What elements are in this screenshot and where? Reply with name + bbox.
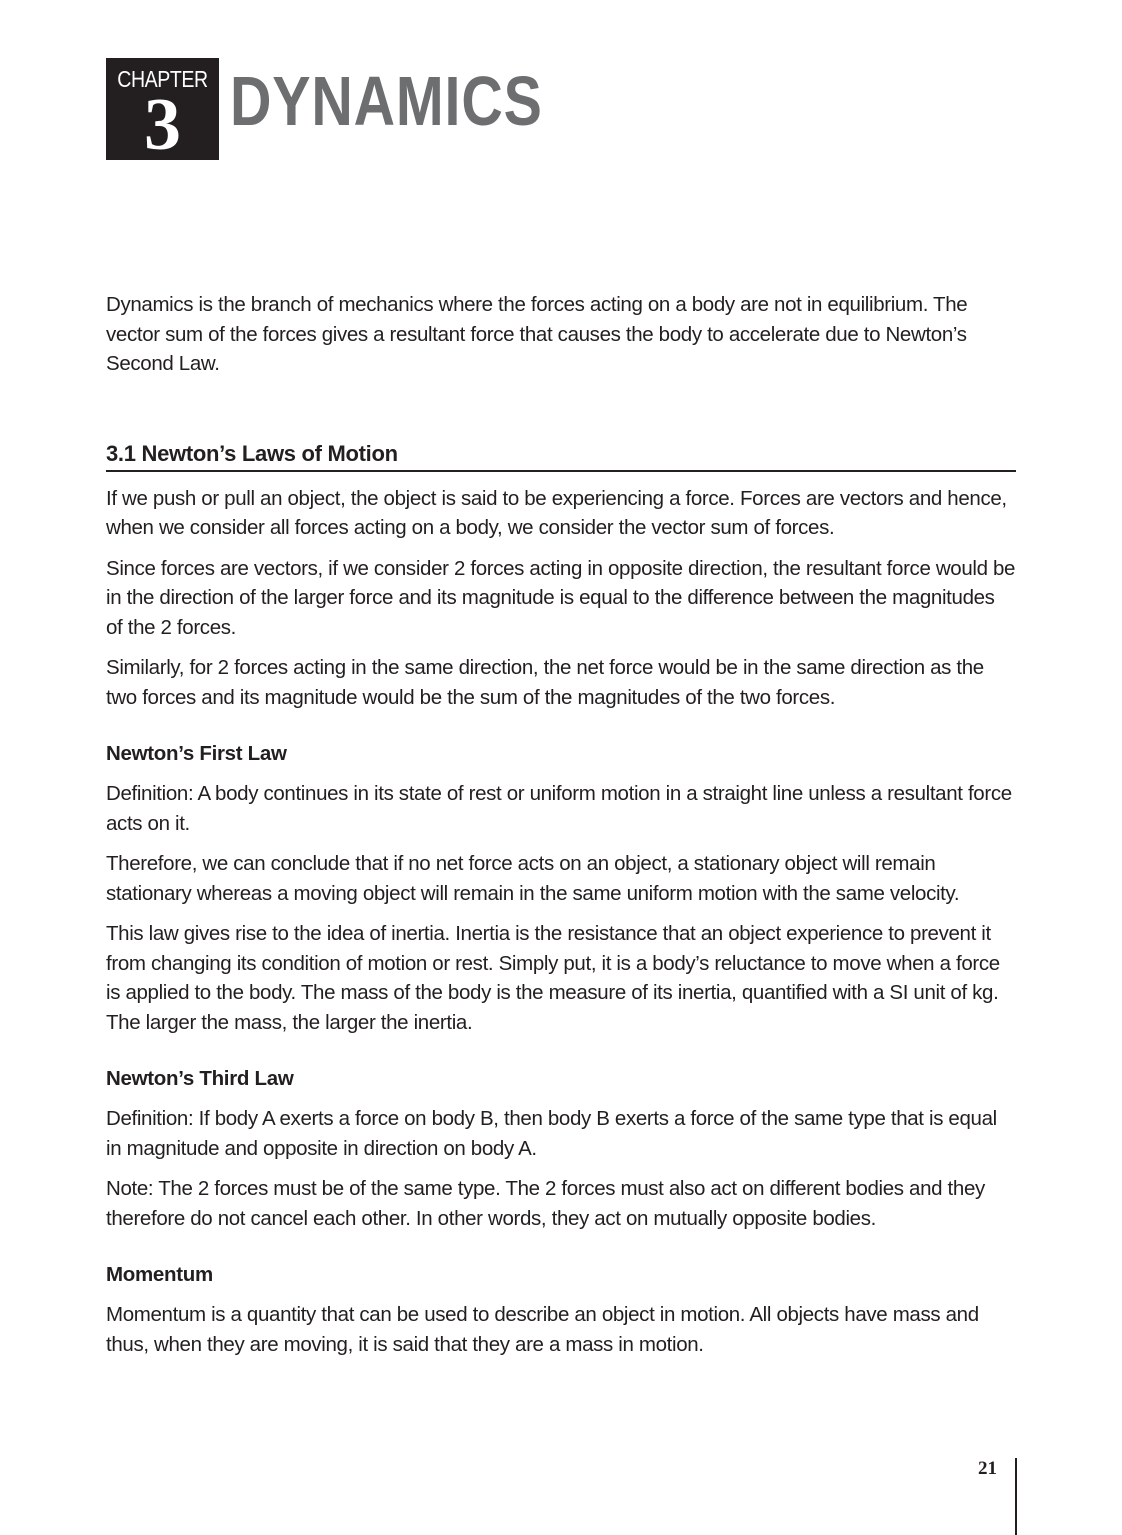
- section-paragraph: Since forces are vectors, if we consider 2 forces acting in opposite direction, the resultant force would be in the direction of the larger force and its magnitude is equal to the difference between the magnitudes of the 2 forces.: [106, 556, 1016, 639]
- page-number: 21: [978, 1458, 997, 1479]
- first-law-heading: Newton’s First Law: [106, 742, 287, 765]
- chapter-badge: [106, 58, 219, 166]
- third-law-heading: Newton’s Third Law: [106, 1067, 294, 1090]
- page-content: [106, 290, 1016, 1370]
- chapter-number: 3: [144, 84, 181, 166]
- third-law-paragraph: Definition: If body A exerts a force on body B, then body B exerts a force of the same type that is equal in magnitude and opposite in direction on body A.: [106, 1107, 997, 1160]
- chapter-label: CHAPTER: [117, 66, 208, 92]
- first-law-paragraph: Therefore, we can conclude that if no net force acts on an object, a stationary object will remain stationary whereas a moving object will remain in the same uniform motion with the same velocity.: [106, 852, 960, 905]
- section-paragraph: If we push or pull an object, the object is said to be experiencing a force. Forces are vectors and hence, when we consider all forces acting on a body, we consider the vector sum of forces.: [106, 486, 1007, 539]
- first-law-paragraph: Definition: A body continues in its state of rest or uniform motion in a straight line unless a resultant force acts on it.: [106, 782, 1012, 835]
- intro-paragraph: Dynamics is the branch of mechanics where the forces acting on a body are not in equilibrium. The vector sum of the forces gives a resultant force that causes the body to accelerate due to Newton’s Second Law.: [106, 293, 968, 375]
- chapter-title: DYNAMICS: [230, 62, 543, 140]
- momentum-paragraph: Momentum is a quantity that can be used to describe an object in motion. All objects have mass and thus, when they are moving, it is said that they are a mass in motion.: [106, 1303, 979, 1356]
- momentum-heading: Momentum: [106, 1263, 213, 1286]
- third-law-paragraph: Note: The 2 forces must be of the same type. The 2 forces must also act on different bodies and they therefore do not cancel each other. In other words, they act on mutually opposite bodies.: [106, 1177, 985, 1230]
- first-law-paragraph: This law gives rise to the idea of inertia. Inertia is the resistance that an object experience to prevent it from changing its condition of motion or rest. Simply put, it is a body’s reluctance to move when a force is applied to the body. The mass of the body is the measure of its inertia, quantified with a SI unit of kg. The larger the mass, the larger the inertia.: [106, 922, 1000, 1034]
- section-heading: 3.1 Newton’s Laws of Motion: [106, 439, 1016, 472]
- page-edge-rule: [1015, 1458, 1017, 1535]
- section-paragraph: Similarly, for 2 forces acting in the same direction, the net force would be in the same direction as the two forces and its magnitude would be the sum of the magnitudes of the two forces.: [106, 656, 984, 709]
